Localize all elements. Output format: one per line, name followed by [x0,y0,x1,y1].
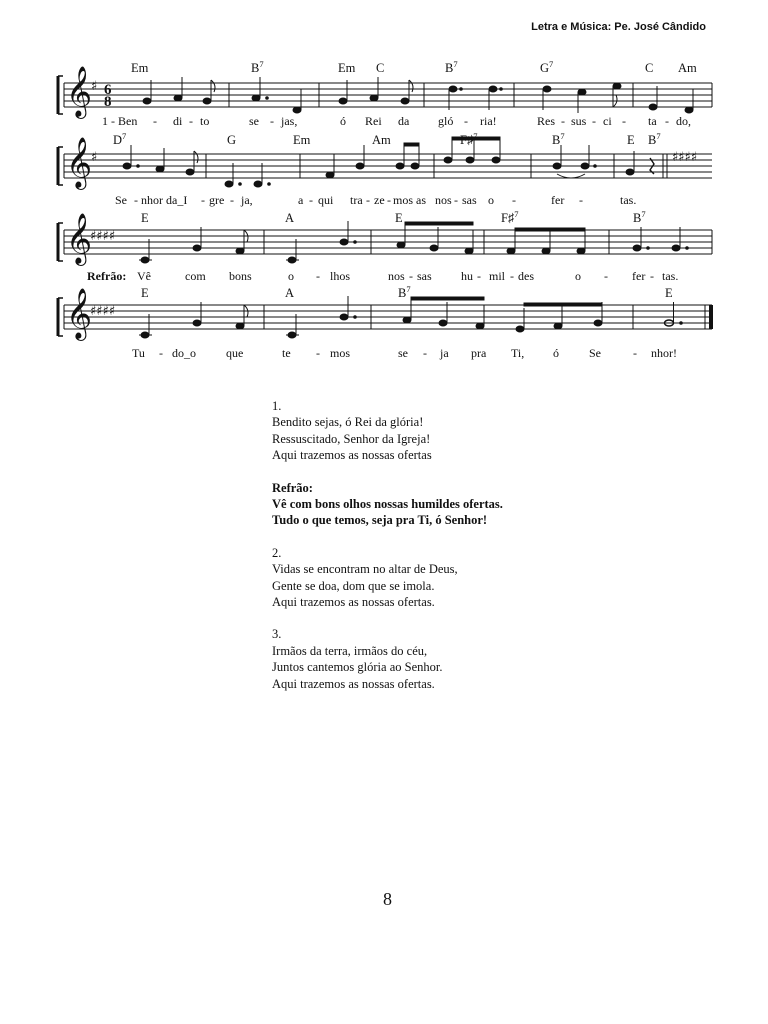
lyric-syllable: Se [115,193,127,207]
verse-line: Gente se doa, dom que se imola. [272,578,435,593]
lyric-syllable: mos [393,193,414,207]
refrain [272,480,602,529]
verse-number: 2. [272,545,282,560]
lyric-hyphen: - [201,193,205,207]
lyric-syllable: do, [676,114,691,128]
verse-2 [272,545,602,611]
key-signature: ♯ [91,79,98,94]
lyric-syllable: o [488,193,494,207]
chord-label: F♯$^7$ [501,209,519,225]
key-signature: ♯ [91,150,98,165]
treble-clef-icon: 𝄞 [66,137,93,188]
chord-label: Am [678,61,697,75]
chord-label: $D^7$ [113,131,127,147]
lyric-syllable: sas [417,269,432,283]
verse-line: Aqui trazemos as nossas ofertas. [272,595,435,610]
lyric-syllable: nos [435,193,452,207]
lyric-syllable: gló [438,114,454,128]
lyric-syllable: nhor da_I [141,193,188,207]
lyric-hyphen: - [309,193,313,207]
lyric-syllable: o [288,269,294,283]
chord-label: $B^7$ [633,209,646,225]
lyric-hyphen: - [561,114,565,128]
refrain-label: Refrão: [87,269,127,283]
chord-label: A [285,211,295,225]
lyric-syllable: mos [330,346,351,360]
lyric-hyphen: - [423,346,427,360]
lyric-syllable: Ti, [511,346,525,360]
time-signature-bottom: 8 [104,94,112,110]
verse-number: 3. [272,627,282,642]
lyric-syllable: nos [388,269,405,283]
lyric-syllable: ja [440,346,449,360]
system-3 [58,209,712,283]
verse-1 [272,398,602,464]
lyric-syllable: sus [571,114,587,128]
lyric-syllable: do_o [172,346,196,360]
lyric-syllable: sas [462,193,477,207]
lyric-hyphen: - [230,193,234,207]
system-4 [58,284,713,360]
lyric-syllable: Rei [365,114,382,128]
chord-label: E [627,133,635,147]
chord-label: C [376,61,385,75]
key-signature: ♯♯♯♯ [90,304,116,319]
lyrics-system-4 [132,346,677,360]
lyric-syllable: que [226,346,244,360]
verse-line: Vidas se encontram no altar de Deus, [272,562,458,577]
lyric-syllable: ze [374,193,385,207]
lyric-hyphen: - [477,269,481,283]
lyric-hyphen: - [409,269,413,283]
chord-label: Em [293,133,311,147]
lyric-syllable: se [398,346,408,360]
verse-line: Irmãos da terra, irmãos do céu, [272,643,428,658]
chord-label: G [227,133,237,147]
chord-label: Em [131,61,149,75]
verse-text [272,398,602,692]
lyric-syllable: hu [461,269,473,283]
page-number: 8 [383,889,392,909]
lyric-hyphen: - [189,114,193,128]
lyric-syllable: ta [648,114,657,128]
lyric-hyphen: - [153,114,157,128]
chord-label: $B^7$ [445,59,458,75]
lyric-syllable: ó [340,114,346,128]
lyric-hyphen: - [464,114,468,128]
lyric-syllable: as [416,193,426,207]
lyric-hyphen: - [270,114,274,128]
chord-label: Am [372,133,391,147]
chord-label: E [395,211,403,225]
lyric-hyphen: - [454,193,458,207]
lyrics-system-1 [102,114,691,128]
lyric-hyphen: - [633,346,637,360]
lyric-syllable: tas. [662,269,679,283]
lyric-hyphen: - [622,114,626,128]
lyric-hyphen: - [592,114,596,128]
lyric-syllable: Vê [137,269,151,283]
verse-line: Juntos cantemos glória ao Senhor. [272,660,443,675]
lyric-hyphen: - [604,269,608,283]
treble-clef-icon: 𝄞 [66,66,93,117]
lyric-syllable: pra [471,346,487,360]
lyric-syllable: fer [632,269,646,283]
chord-label: E [665,286,673,300]
lyric-hyphen: - [512,193,516,207]
lyric-hyphen: - [159,346,163,360]
verse-number: 1. [272,399,282,413]
credit-line: Letra e Música: Pe. José Cândido [531,21,706,33]
chord-label: $B^7$ [398,284,411,300]
chord-label: E [141,286,149,300]
lyric-syllable: te [282,346,291,360]
verse-3 [272,626,602,692]
lyric-syllable: Se [589,346,601,360]
chord-label: A [285,286,295,300]
lyric-syllable: Res [537,114,555,128]
lyric-syllable: a [298,193,304,207]
lyric-syllable: gre [209,193,225,207]
lyric-syllable: lhos [330,269,351,283]
chord-label: $G^7$ [540,59,554,75]
sheet-music [0,0,768,380]
refrain-line: Vê com bons olhos nossas humildes ofertas. [272,497,503,512]
refrain-title: Refrão: [272,480,313,495]
lyric-hyphen: - [510,269,514,283]
lyric-syllable: ria! [480,114,497,128]
lyric-syllable: des [518,269,534,283]
lyric-syllable: ó [553,346,559,360]
treble-clef-icon: 𝄞 [66,213,93,264]
lyric-hyphen: - [579,193,583,207]
lyric-syllable: bons [229,269,252,283]
lyrics-system-3 [87,269,678,283]
lyric-syllable: to [200,114,210,128]
lyric-syllable: fer [551,193,565,207]
chord-label: C [645,61,654,75]
system-1 [58,59,712,128]
lyrics-system-2 [115,193,636,207]
system-2 [58,131,712,207]
verse-line: Ressuscitado, Senhor da Igreja! [272,431,431,446]
chord-label: $B^7$ [251,59,264,75]
lyric-syllable: ci [603,114,612,128]
lyric-syllable: di [173,114,183,128]
chord-label: F♯$^7$ [460,131,478,147]
lyric-syllable: tra [350,193,363,207]
key-signature: ♯♯♯♯ [90,229,116,244]
lyric-syllable: o [575,269,581,283]
lyric-syllable: 1 - Ben [102,114,138,128]
lyric-hyphen: - [650,269,654,283]
refrain-line: Tudo o que temos, seja pra Ti, ó Senhor! [272,513,488,528]
lyric-hyphen: - [316,269,320,283]
chord-label: Em [338,61,356,75]
lyric-syllable: da [398,114,410,128]
verse-line: Aqui trazemos as nossas ofertas. [272,676,435,691]
lyric-syllable: qui [318,193,334,207]
chords-system-4 [141,284,673,300]
chords-system-3 [141,209,646,225]
lyric-syllable: mil [489,269,506,283]
lyric-hyphen: - [316,346,320,360]
chords-system-1 [131,59,697,75]
chord-label: $B^7$ [648,131,661,147]
lyric-hyphen: - [366,193,370,207]
verse-line: Bendito sejas, ó Rei da glória! [272,415,424,430]
chord-label: E [141,211,149,225]
lyric-hyphen: - [665,114,669,128]
key-signature-change: ♯♯♯♯ [672,150,698,165]
lyric-hyphen: - [134,193,138,207]
lyric-syllable: ja, [241,193,253,207]
chord-label: $B^7$ [552,131,565,147]
chords-system-2 [113,131,661,147]
lyric-syllable: Tu [132,346,145,360]
lyric-syllable: se [249,114,259,128]
lyric-syllable: nhor! [651,346,677,360]
lyric-syllable: tas. [620,193,637,207]
verse-line: Aqui trazemos as nossas ofertas [272,448,432,463]
lyric-syllable: com [185,269,206,283]
treble-clef-icon: 𝄞 [66,288,93,339]
lyric-syllable: jas, [281,114,298,128]
lyric-hyphen: - [387,193,391,207]
time-signature-top: 6 [104,82,112,98]
